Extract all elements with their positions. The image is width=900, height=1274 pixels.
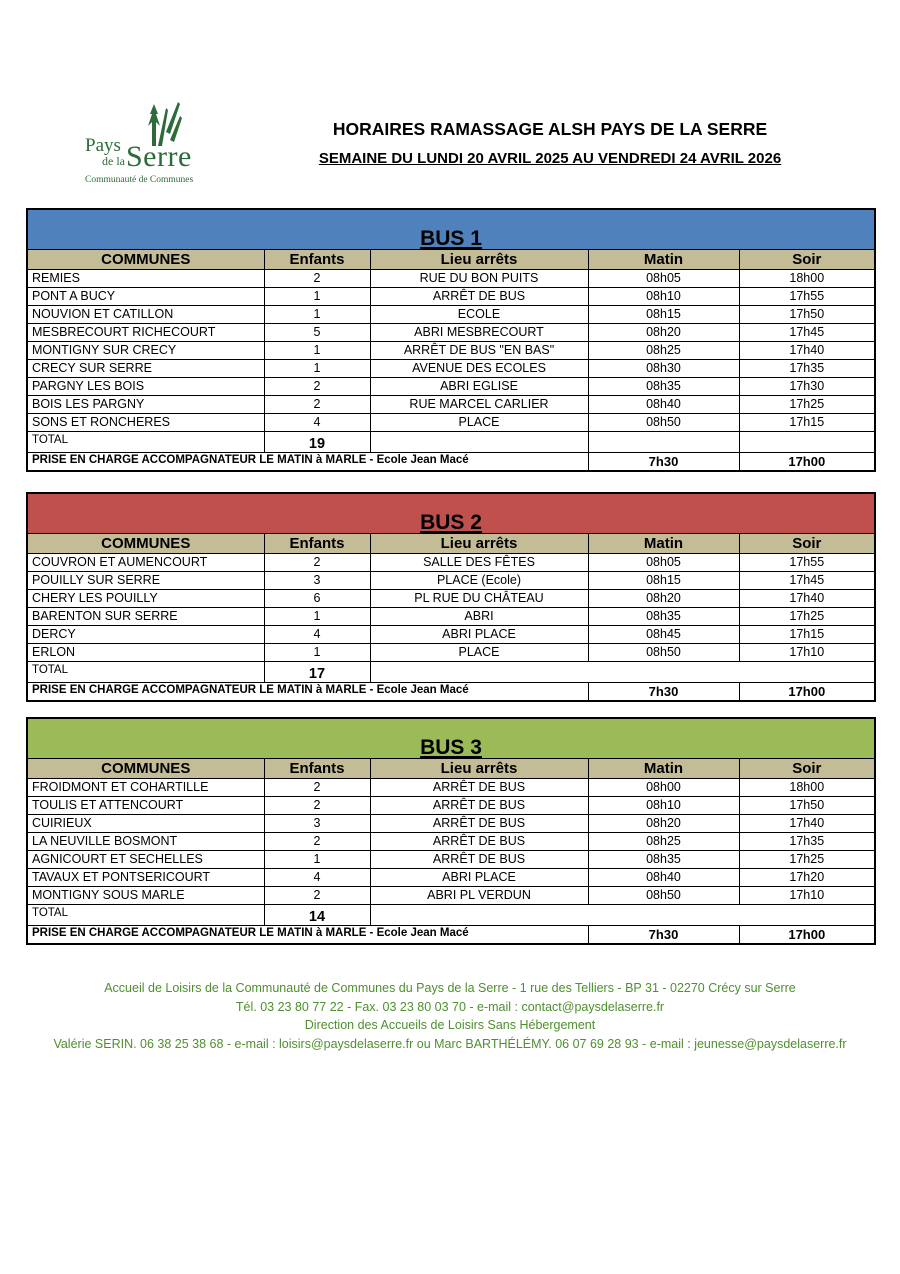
- total-label: TOTAL: [27, 432, 264, 453]
- table-row: [27, 815, 875, 833]
- table-row: [27, 554, 875, 572]
- soir-cell: 17h45: [739, 324, 875, 342]
- table-row: [27, 626, 875, 644]
- enfants-cell: 3: [264, 815, 370, 833]
- logo-dela: de la: [102, 154, 125, 168]
- table-row: [27, 797, 875, 815]
- soir-cell: 17h15: [739, 414, 875, 432]
- matin-cell: 08h20: [588, 324, 739, 342]
- logo-pays: Pays: [85, 135, 121, 156]
- bus-3-table: [26, 717, 876, 945]
- soir-cell: 17h30: [739, 378, 875, 396]
- lieu-cell: ARRÊT DE BUS: [370, 779, 588, 797]
- table-row: [27, 608, 875, 626]
- matin-cell: 08h50: [588, 887, 739, 905]
- total-row: [27, 662, 875, 683]
- lieu-cell: ARRÊT DE BUS: [370, 833, 588, 851]
- soir-cell: 17h40: [739, 590, 875, 608]
- commune-cell: DERCY: [27, 626, 264, 644]
- matin-cell: 08h45: [588, 626, 739, 644]
- lieu-cell: AVENUE DES ECOLES: [370, 360, 588, 378]
- col-soir: Soir: [739, 534, 875, 554]
- enfants-cell: 1: [264, 342, 370, 360]
- footer-contact: Tél. 03 23 80 77 22 - Fax. 03 23 80 03 70 - e-mail : contact@paysdelaserre.fr: [235, 999, 665, 1014]
- enfants-cell: 1: [264, 851, 370, 869]
- commune-cell: TOULIS ET ATTENCOURT: [27, 797, 264, 815]
- table-row: [27, 396, 875, 414]
- matin-cell: 08h10: [588, 797, 739, 815]
- soir-cell: 17h40: [739, 815, 875, 833]
- soir-cell: 17h55: [739, 554, 875, 572]
- col-enfants: Enfants: [264, 759, 370, 779]
- col-matin: Matin: [588, 250, 739, 270]
- lieu-cell: ABRI: [370, 608, 588, 626]
- prise-label: PRISE EN CHARGE ACCOMPAGNATEUR LE MATIN à MARLE - Ecole Jean Macé: [27, 683, 588, 702]
- total-label: TOTAL: [27, 662, 264, 683]
- commune-cell: LA NEUVILLE BOSMONT: [27, 833, 264, 851]
- commune-cell: SONS ET RONCHERES: [27, 414, 264, 432]
- lieu-cell: ARRÊT DE BUS: [370, 288, 588, 306]
- matin-cell: 08h50: [588, 644, 739, 662]
- enfants-cell: 3: [264, 572, 370, 590]
- total-label: TOTAL: [27, 905, 264, 926]
- soir-cell: 17h25: [739, 608, 875, 626]
- lieu-cell: ABRI PLACE: [370, 626, 588, 644]
- prise-row: [27, 683, 875, 702]
- soir-cell: 17h50: [739, 306, 875, 324]
- matin-cell: 08h35: [588, 608, 739, 626]
- enfants-cell: 4: [264, 626, 370, 644]
- lieu-cell: SALLE DES FÊTES: [370, 554, 588, 572]
- table-row: [27, 572, 875, 590]
- lieu-cell: ABRI PL VERDUN: [370, 887, 588, 905]
- matin-cell: 08h20: [588, 815, 739, 833]
- soir-cell: 17h35: [739, 833, 875, 851]
- commune-cell: BARENTON SUR SERRE: [27, 608, 264, 626]
- enfants-cell: 1: [264, 608, 370, 626]
- footer-people: Valérie SERIN. 06 38 25 38 68 - e-mail : loisirs@paysdelaserre.fr ou Marc BARTHÉLÉMY. 06 07 69 28 93 - e-mail : jeunesse@paysdelaserre.fr: [53, 1036, 847, 1051]
- matin-cell: 08h40: [588, 396, 739, 414]
- matin-cell: 08h35: [588, 378, 739, 396]
- commune-cell: MONTIGNY SUR CRECY: [27, 342, 264, 360]
- enfants-cell: 4: [264, 869, 370, 887]
- lieu-cell: ABRI MESBRECOURT: [370, 324, 588, 342]
- matin-cell: 08h05: [588, 270, 739, 288]
- enfants-cell: 2: [264, 833, 370, 851]
- soir-cell: 18h00: [739, 779, 875, 797]
- logo-subtitle: Communauté de Communes: [85, 175, 194, 185]
- lieu-cell: RUE MARCEL CARLIER: [370, 396, 588, 414]
- total-row: [27, 905, 875, 926]
- soir-cell: 17h55: [739, 288, 875, 306]
- enfants-cell: 2: [264, 797, 370, 815]
- soir-cell: 17h35: [739, 360, 875, 378]
- lieu-cell: ARRÊT DE BUS: [370, 797, 588, 815]
- logo-serre: Serre: [126, 140, 192, 173]
- commune-cell: PARGNY LES BOIS: [27, 378, 264, 396]
- lieu-cell: ABRI PLACE: [370, 869, 588, 887]
- col-communes: COMMUNES: [27, 250, 264, 270]
- soir-cell: 17h25: [739, 851, 875, 869]
- lieu-cell: ARRÊT DE BUS "EN BAS": [370, 342, 588, 360]
- table-row: [27, 324, 875, 342]
- col-matin: Matin: [588, 759, 739, 779]
- prise-soir: 17h00: [739, 683, 875, 702]
- footer-direction: Direction des Accueils de Loisirs Sans Hébergement: [304, 1018, 596, 1032]
- soir-cell: 18h00: [739, 270, 875, 288]
- lieu-cell: PLACE (Ecole): [370, 572, 588, 590]
- bus-title: BUS 3: [27, 718, 875, 759]
- prise-label: PRISE EN CHARGE ACCOMPAGNATEUR LE MATIN à MARLE - Ecole Jean Macé: [27, 453, 588, 472]
- matin-cell: 08h30: [588, 360, 739, 378]
- bus-title: BUS 1: [27, 209, 875, 250]
- prise-label: PRISE EN CHARGE ACCOMPAGNATEUR LE MATIN à MARLE - Ecole Jean Macé: [27, 926, 588, 945]
- prise-row: [27, 926, 875, 945]
- commune-cell: BOIS LES PARGNY: [27, 396, 264, 414]
- soir-cell: 17h10: [739, 887, 875, 905]
- bus-title: BUS 2: [27, 493, 875, 534]
- matin-cell: 08h40: [588, 869, 739, 887]
- commune-cell: REMIES: [27, 270, 264, 288]
- enfants-cell: 2: [264, 779, 370, 797]
- col-lieu: Lieu arrêts: [370, 759, 588, 779]
- table-row: [27, 851, 875, 869]
- enfants-cell: 2: [264, 554, 370, 572]
- total-row: [27, 432, 875, 453]
- lieu-cell: RUE DU BON PUITS: [370, 270, 588, 288]
- commune-cell: MONTIGNY SOUS MARLE: [27, 887, 264, 905]
- prise-matin: 7h30: [588, 683, 739, 702]
- total-value: 14: [264, 905, 370, 926]
- commune-cell: MESBRECOURT RICHECOURT: [27, 324, 264, 342]
- lieu-cell: PL RUE DU CHÂTEAU: [370, 590, 588, 608]
- table-row: [27, 288, 875, 306]
- total-value: 17: [264, 662, 370, 683]
- lieu-cell: ABRI EGLISE: [370, 378, 588, 396]
- matin-cell: 08h15: [588, 306, 739, 324]
- footer-address: Accueil de Loisirs de la Communauté de Communes du Pays de la Serre - 1 rue des Telliers - BP 31 - 02270 Crécy sur Serre: [104, 981, 796, 995]
- commune-cell: CUIRIEUX: [27, 815, 264, 833]
- lieu-cell: ECOLE: [370, 306, 588, 324]
- soir-cell: 17h45: [739, 572, 875, 590]
- logo: [80, 102, 212, 188]
- enfants-cell: 1: [264, 306, 370, 324]
- soir-cell: 17h25: [739, 396, 875, 414]
- soir-cell: 17h10: [739, 644, 875, 662]
- matin-cell: 08h00: [588, 779, 739, 797]
- bus-1-table: [26, 208, 876, 472]
- enfants-cell: 1: [264, 360, 370, 378]
- matin-cell: 08h15: [588, 572, 739, 590]
- table-row: [27, 644, 875, 662]
- table-row: [27, 414, 875, 432]
- matin-cell: 08h25: [588, 342, 739, 360]
- enfants-cell: 6: [264, 590, 370, 608]
- col-communes: COMMUNES: [27, 759, 264, 779]
- matin-cell: 08h10: [588, 288, 739, 306]
- prise-matin: 7h30: [588, 453, 739, 472]
- commune-cell: NOUVION ET CATILLON: [27, 306, 264, 324]
- commune-cell: FROIDMONT ET COHARTILLE: [27, 779, 264, 797]
- enfants-cell: 2: [264, 378, 370, 396]
- matin-cell: 08h50: [588, 414, 739, 432]
- soir-cell: 17h15: [739, 626, 875, 644]
- soir-cell: 17h20: [739, 869, 875, 887]
- enfants-cell: 4: [264, 414, 370, 432]
- table-row: [27, 378, 875, 396]
- page-title: HORAIRES RAMASSAGE ALSH PAYS DE LA SERRE: [332, 119, 768, 139]
- commune-cell: CHERY LES POUILLY: [27, 590, 264, 608]
- table-row: [27, 342, 875, 360]
- table-row: [27, 590, 875, 608]
- table-row: [27, 306, 875, 324]
- col-soir: Soir: [739, 759, 875, 779]
- lieu-cell: PLACE: [370, 414, 588, 432]
- bus-2-table: [26, 492, 876, 702]
- enfants-cell: 1: [264, 644, 370, 662]
- enfants-cell: 5: [264, 324, 370, 342]
- col-communes: COMMUNES: [27, 534, 264, 554]
- matin-cell: 08h35: [588, 851, 739, 869]
- commune-cell: POUILLY SUR SERRE: [27, 572, 264, 590]
- enfants-cell: 2: [264, 396, 370, 414]
- commune-cell: CRECY SUR SERRE: [27, 360, 264, 378]
- col-matin: Matin: [588, 534, 739, 554]
- lieu-cell: ARRÊT DE BUS: [370, 815, 588, 833]
- footer: [0, 979, 900, 1053]
- enfants-cell: 2: [264, 270, 370, 288]
- matin-cell: 08h25: [588, 833, 739, 851]
- matin-cell: 08h05: [588, 554, 739, 572]
- prise-soir: 17h00: [739, 453, 875, 472]
- soir-cell: 17h50: [739, 797, 875, 815]
- table-row: [27, 833, 875, 851]
- prise-row: [27, 453, 875, 472]
- lieu-cell: PLACE: [370, 644, 588, 662]
- total-value: 19: [264, 432, 370, 453]
- prise-soir: 17h00: [739, 926, 875, 945]
- commune-cell: ERLON: [27, 644, 264, 662]
- col-soir: Soir: [739, 250, 875, 270]
- page-subtitle: SEMAINE DU LUNDI 20 AVRIL 2025 AU VENDREDI 24 AVRIL 2026: [318, 150, 782, 167]
- table-row: [27, 270, 875, 288]
- soir-cell: 17h40: [739, 342, 875, 360]
- commune-cell: PONT A BUCY: [27, 288, 264, 306]
- enfants-cell: 2: [264, 887, 370, 905]
- table-row: [27, 869, 875, 887]
- table-row: [27, 887, 875, 905]
- commune-cell: COUVRON ET AUMENCOURT: [27, 554, 264, 572]
- table-row: [27, 779, 875, 797]
- table-row: [27, 360, 875, 378]
- lieu-cell: ARRÊT DE BUS: [370, 851, 588, 869]
- col-enfants: Enfants: [264, 250, 370, 270]
- commune-cell: TAVAUX ET PONTSERICOURT: [27, 869, 264, 887]
- prise-matin: 7h30: [588, 926, 739, 945]
- matin-cell: 08h20: [588, 590, 739, 608]
- col-enfants: Enfants: [264, 534, 370, 554]
- col-lieu: Lieu arrêts: [370, 534, 588, 554]
- commune-cell: AGNICOURT ET SECHELLES: [27, 851, 264, 869]
- col-lieu: Lieu arrêts: [370, 250, 588, 270]
- enfants-cell: 1: [264, 288, 370, 306]
